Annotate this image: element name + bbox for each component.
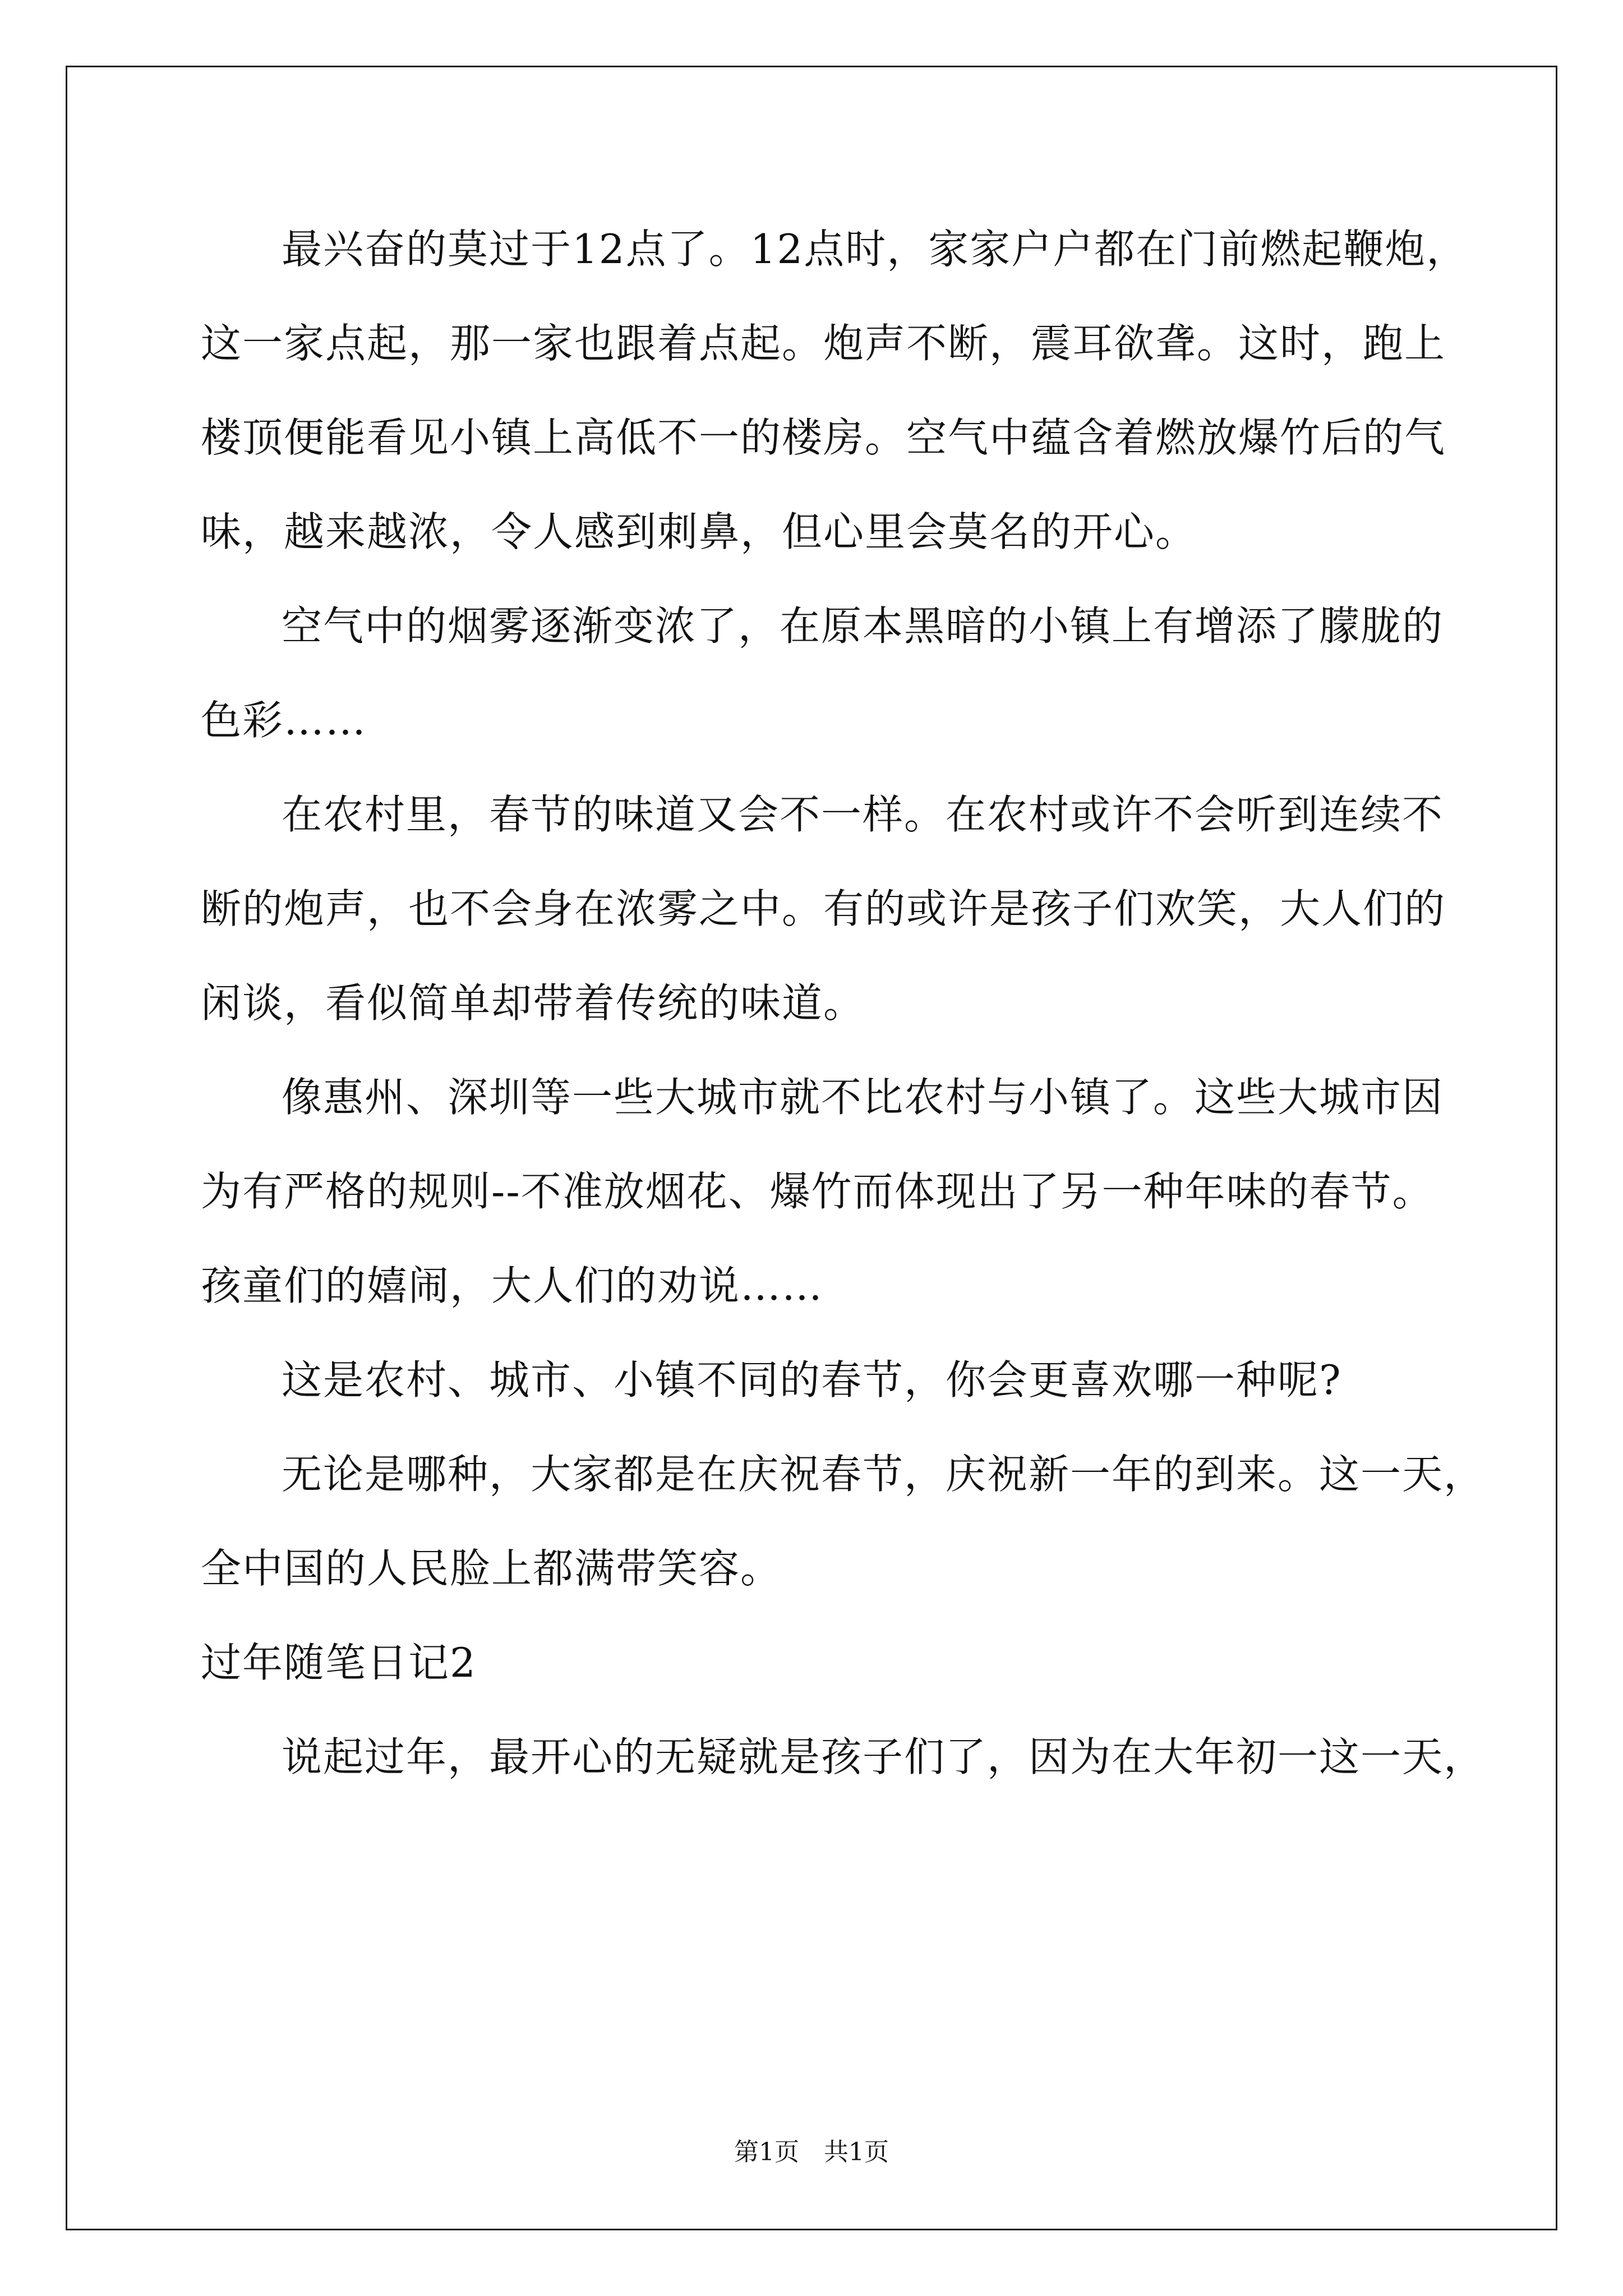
text-line: 这是农村、城市、小镇不同的春节，你会更喜欢哪一种呢? [282,1356,1342,1404]
text-line: 最兴奋的莫过于12点了。12点时，家家户户都在门前燃起鞭炮， [282,226,1468,273]
page-total: 共1页 [824,2138,889,2166]
text-line: 楼顶便能看见小镇上高低不一的楼房。空气中蕴含着燃放爆竹后的气 [201,414,1446,461]
text-line: 这一家点起，那一家也跟着点起。炮声不断，震耳欲聋。这时，跑上 [201,320,1446,367]
section-heading: 过年随笔日记2 [201,1639,477,1686]
text-line: 像惠州、深圳等一些大城市就不比农村与小镇了。这些大城市因 [282,1074,1444,1121]
text-line: 孩童们的嬉闹，大人们的劝说…… [201,1262,824,1309]
text-line: 色彩…… [201,697,367,744]
text-line: 在农村里，春节的味道又会不一样。在农村或许不会听到连续不 [282,791,1444,838]
page-number: 第1页 [734,2138,799,2166]
text-line: 全中国的人民脸上都满带笑容。 [201,1545,782,1592]
text-line: 为有严格的规则--不准放烟花、爆竹而体现出了另一种年味的春节。 [201,1168,1434,1215]
text-line: 空气中的烟雾逐渐变浓了，在原本黑暗的小镇上有增添了朦胧的 [282,602,1444,650]
text-line: 断的炮声，也不会身在浓雾之中。有的或许是孩子们欢笑，大人们的 [201,885,1446,932]
text-line: 说起过年，最开心的无疑就是孩子们了，因为在大年初一这一天， [282,1733,1486,1780]
document-body [201,202,1486,1804]
page-footer [0,2132,1623,2168]
text-line: 无论是哪种，大家都是在庆祝春节，庆祝新一年的到来。这一天， [282,1451,1486,1498]
text-line: 闲谈，看似简单却带着传统的味道。 [201,979,865,1027]
text-line: 味，越来越浓，令人感到刺鼻，但心里会莫名的开心。 [201,508,1197,555]
